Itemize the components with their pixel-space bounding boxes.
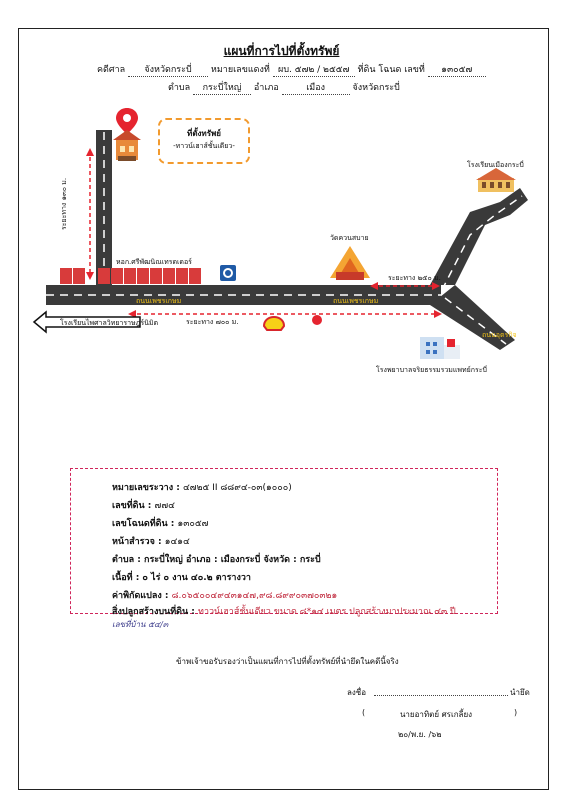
shell-logo-icon <box>264 317 284 330</box>
signer-name: นายอาทิตย์ ศรเกลี้ยง <box>399 710 473 719</box>
townhouse-row-icon <box>60 268 201 284</box>
info-survey-row <box>112 534 190 548</box>
property-title: ที่ตั้งทรัพย์ <box>187 129 221 138</box>
vertical-distance-label: ระยะทาง ๑๓๐ ม. <box>60 177 68 230</box>
coord-value: ๘.๐๖๕๐๐๔๙๔๓๑๔๗,๙๘.๘๙๙๐๓๗๐๓๒๑ <box>171 591 338 601</box>
vertical-distance-arrow <box>86 148 94 280</box>
info-plan-row <box>112 480 292 494</box>
info-coord-row <box>112 588 337 602</box>
dorm-label: หอก.ศรีพัฒนิณเทรดเดอร์ <box>116 258 192 266</box>
info-parcel-row <box>112 498 175 512</box>
signer-close-paren: ) <box>514 708 518 717</box>
parcel-value: ๗๗๔ <box>154 501 175 511</box>
case-label: หมายเลขแดงที่ <box>210 65 270 75</box>
survey-label: หน้าสำรวจ : <box>112 537 162 547</box>
deed-value: ๑๓๐๕๗ <box>177 519 209 529</box>
header-line-1 <box>97 62 486 77</box>
main-road-right-label: ถนนเพชรเกษม <box>333 297 379 305</box>
temple-label: วัดควนสบาย <box>330 234 369 242</box>
sign-prefix: ลงชื่อ <box>347 688 367 697</box>
distance-700-label: ระยะทาง ๗๐๐ ม. <box>186 318 239 326</box>
amphoe-label: อำเภอ <box>253 83 279 93</box>
sign-suffix: นำยึด <box>510 688 530 697</box>
plan-value: ๔๗๒๕ II ๘๘๙๔-๐๓(๑๐๐๐) <box>182 483 292 493</box>
signer-open-paren: ( <box>362 708 366 717</box>
main-road-label: ถนนเพชรเกษม <box>136 297 182 305</box>
info-deed-row <box>112 516 208 530</box>
province-text: จังหวัดกระบี่ <box>352 83 400 93</box>
property-subtitle: -ทาวน์เฮาส์ชั้นเดียว- <box>173 142 235 150</box>
info-area-row: เนื้อที่ : ๐ ไร่ ๐ งาน ๔๐.๒ ตารางวา <box>112 573 251 583</box>
tambon-value: กระบี่ใหญ่ <box>193 80 251 95</box>
header-line-2 <box>168 80 400 95</box>
hospital-label: โรงพยาบาลจริยธรรมรวมแพทย์กระบี่ <box>376 366 487 374</box>
property-house-icon <box>113 130 141 161</box>
ptt-logo-icon <box>312 315 322 325</box>
info-building-row <box>112 604 456 618</box>
right-road-label: ถนนอุตรกิจ <box>482 331 517 339</box>
vertical-road <box>96 130 112 290</box>
land-value: ๑๓๐๕๗ <box>428 62 486 77</box>
land-label: ที่ดิน โฉนด เลขที่ <box>357 65 425 75</box>
hospital-school-label: โรงเรียนไพศาลวิทยาราษฎร์นิมิต <box>60 319 159 327</box>
signature-date: ๒๐/พ.ย. /๖๒ <box>398 730 442 739</box>
diagonal-road-up <box>430 188 528 290</box>
survey-value: ๑๔๑๔ <box>164 537 190 547</box>
signature-line <box>374 695 508 696</box>
deed-label: เลขโฉนดที่ดิน : <box>112 519 175 529</box>
tambon-label: ตำบล <box>168 83 191 93</box>
court-label: คดีศาล <box>97 65 126 75</box>
handwritten-house-number: เลขที่บ้าน ๕๔/๓ <box>112 620 169 629</box>
page-title: แผนที่การไปที่ตั้งทรัพย์ <box>223 44 340 58</box>
certification-text: ข้าพเจ้าขอรับรองว่าเป็นแผนที่การไปที่ตั้งทรัพย์ที่นำยึดในคดีนี้จริง <box>176 657 399 666</box>
amphoe-value: เมือง <box>282 80 350 95</box>
coord-label: ค่าพิกัดแปลง : <box>112 591 169 601</box>
bank-logo-icon <box>220 265 236 281</box>
info-location-row: ตำบล : กระบี่ใหญ่ อำเภอ : เมืองกระบี่ จังหวัด : กระบี่ <box>112 555 321 565</box>
location-map <box>0 100 563 390</box>
school-label: โรงเรียนเมืองกระบี่ <box>467 161 524 169</box>
building-value: ทาวน์เฮาส์ชั้นเดียว ขนาด ๘*๑๔ เมตร ปลูกสร้างมาประมาณ ๔๓ ปี <box>198 607 456 617</box>
court-value: จังหวัดกระบี่ <box>128 62 208 77</box>
case-value: ผบ. ๕๗๒ / ๒๕๕๗ <box>273 62 355 77</box>
distance-250-label: ระยะทาง ๒๕๐ ม. <box>388 274 441 282</box>
plan-label: หมายเลขระวาง : <box>112 483 180 493</box>
distance-700-arrow <box>128 310 442 318</box>
school-icon <box>476 168 516 192</box>
hospital-icon <box>420 337 460 359</box>
parcel-label: เลขที่ดิน : <box>112 501 152 511</box>
building-label: สิ่งปลูกสร้างบนที่ดิน : <box>112 607 195 617</box>
temple-icon <box>330 246 370 280</box>
